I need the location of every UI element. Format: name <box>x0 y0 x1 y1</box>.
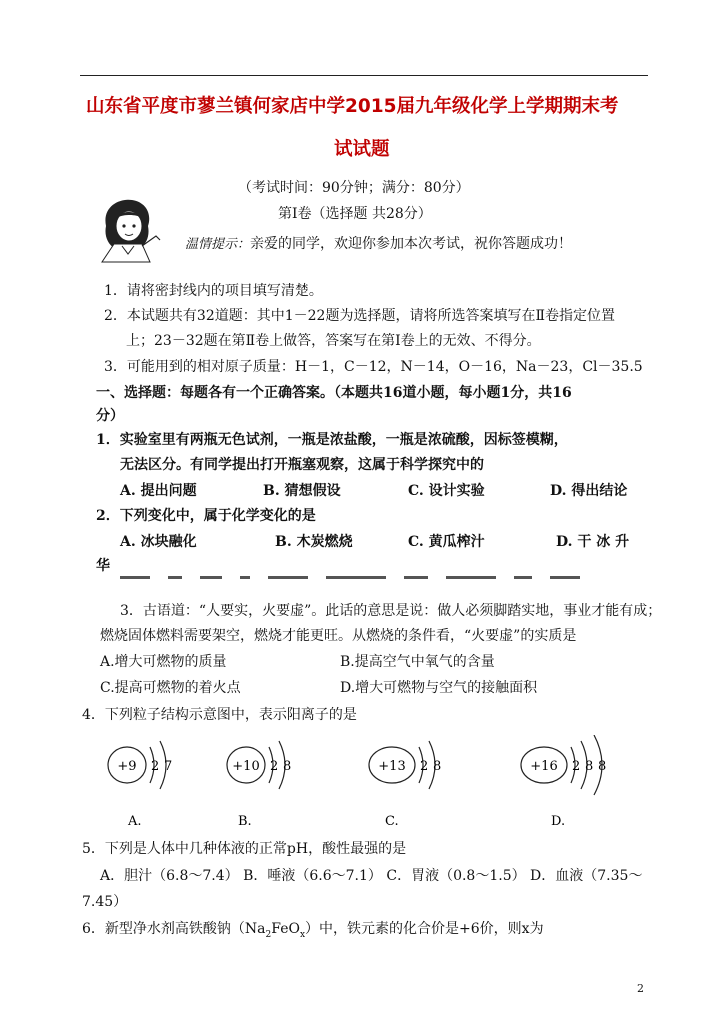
q6-subscript-1: 2 <box>265 929 272 940</box>
q2-option-d-wrap: 华 <box>96 558 110 574</box>
instruction-2: 2．本试题共有32道题：其中1－22题为选择题，请将所选答案填写在Ⅱ卷指定位置 <box>104 308 615 324</box>
q6-text-b: FeO <box>271 921 300 937</box>
instruction-1: 1．请将密封线内的项目填写清楚。 <box>104 283 323 299</box>
tip-label: 温情提示： <box>185 237 251 252</box>
atom-diagram-c <box>369 741 441 829</box>
atom-structure-diagrams <box>100 735 620 830</box>
atom-c-shell-1: 2 <box>420 759 429 774</box>
exam-time: （考试时间：90分钟；满分：80分） <box>238 180 470 196</box>
atom-b-nucleus: +10 <box>232 759 260 774</box>
q5-options-cont: 7.45） <box>82 894 128 910</box>
q6-stem <box>82 918 544 940</box>
overlapped-text-strip <box>120 576 640 584</box>
q2-option-a: A. 冰块融化 <box>120 534 197 550</box>
instruction-3: 3．可能用到的相对原子质量：H－1，C－12，N－14，O－16，Na－23，Cl－35.5 <box>104 359 643 375</box>
atom-a-label: A. <box>128 814 142 829</box>
volume-title: 第Ⅰ卷（选择题 共28分） <box>278 206 432 222</box>
cartoon-girl-icon <box>92 196 192 264</box>
q6-text-a: 6．新型净水剂高铁酸钠（Na <box>82 921 266 937</box>
q1-stem-cont: 无法区分。有同学提出打开瓶塞观察，这属于科学探究中的 <box>120 457 484 473</box>
tip-text: 亲爱的同学，欢迎你参加本次考试，祝你答题成功！ <box>250 236 573 252</box>
page-number: 2 <box>637 982 644 995</box>
q3-stem-cont: 燃烧固体燃料需要架空，燃烧才能更旺。从燃烧的条件看，“火要虚”的实质是 <box>100 628 577 644</box>
q2-option-d: D. 干 冰 升 <box>556 534 630 550</box>
q3-option-a: A.增大可燃物的质量 <box>100 654 227 670</box>
q6-text-c: ）中，铁元素的化合价是+6价，则x为 <box>305 921 544 937</box>
atom-a-nucleus: +9 <box>117 759 137 774</box>
q3-stem: 3．古语道：“人要实，火要虚”。此话的意思是说：做人必须脚踏实地，事业才能有成； <box>120 603 662 619</box>
atom-d-shell-2: 8 <box>585 759 594 774</box>
atom-d-nucleus: +16 <box>530 759 558 774</box>
atom-c-label: C. <box>385 814 399 829</box>
q3-option-c: C.提高可燃物的着火点 <box>100 680 241 696</box>
q1-option-b: B. 猜想假设 <box>263 483 341 499</box>
atom-d-label: D. <box>551 814 566 829</box>
q1-stem: 1．实验室里有两瓶无色试剂，一瓶是浓盐酸，一瓶是浓硫酸，因标签模糊， <box>96 432 568 448</box>
tip-line <box>185 233 572 253</box>
atom-c-shell-2: 8 <box>433 759 442 774</box>
q4-stem: 4．下列粒子结构示意图中，表示阳离子的是 <box>82 707 357 723</box>
q3-option-b: B.提高空气中氧气的含量 <box>340 654 495 670</box>
q3-option-d: D.增大可燃物与空气的接触面积 <box>340 680 538 696</box>
section-heading: 一、选择题：每题各有一个正确答案。（本题共16道小题，每小题1分，共16 <box>96 385 572 401</box>
doc-title-line1: 山东省平度市蓼兰镇何家店中学2015届九年级化学上学期期末考 <box>86 96 619 117</box>
q1-option-c: C. 设计实验 <box>408 483 485 499</box>
q2-option-b: B. 木炭燃烧 <box>275 534 353 550</box>
atom-b-shell-1: 2 <box>270 759 279 774</box>
atom-c-nucleus: +13 <box>378 759 406 774</box>
instruction-2-cont: 上；23－32题在第Ⅱ卷上做答，答案写在第Ⅰ卷上的无效、不得分。 <box>126 333 541 349</box>
atom-b-label: B. <box>238 814 252 829</box>
atom-a-shell-1: 2 <box>151 759 160 774</box>
q2-stem: 2．下列变化中，属于化学变化的是 <box>96 508 316 524</box>
q5-options: A．胆汁（6.8～7.4） B．唾液（6.6～7.1） C．胃液（0.8～1.5） D．血液（7.35～ <box>100 868 643 884</box>
header-rule <box>80 75 648 76</box>
atom-a-shell-2: 7 <box>164 759 173 774</box>
atom-d-shell-1: 2 <box>572 759 581 774</box>
atom-b-shell-2: 8 <box>283 759 292 774</box>
q2-option-c: C. 黄瓜榨汁 <box>408 534 485 550</box>
atom-diagram-a <box>108 741 172 829</box>
q6-subscript-2: x <box>299 929 306 940</box>
q1-option-d: D. 得出结论 <box>550 483 628 499</box>
section-heading-cont: 分） <box>96 408 124 424</box>
atom-diagram-b <box>227 741 291 829</box>
atom-d-shell-3: 8 <box>598 759 607 774</box>
q1-option-a: A. 提出问题 <box>120 483 197 499</box>
doc-title-line2: 试试题 <box>334 139 390 160</box>
atom-diagram-d <box>521 735 606 829</box>
q5-stem: 5．下列是人体中几种体液的正常pH，酸性最强的是 <box>82 841 407 857</box>
